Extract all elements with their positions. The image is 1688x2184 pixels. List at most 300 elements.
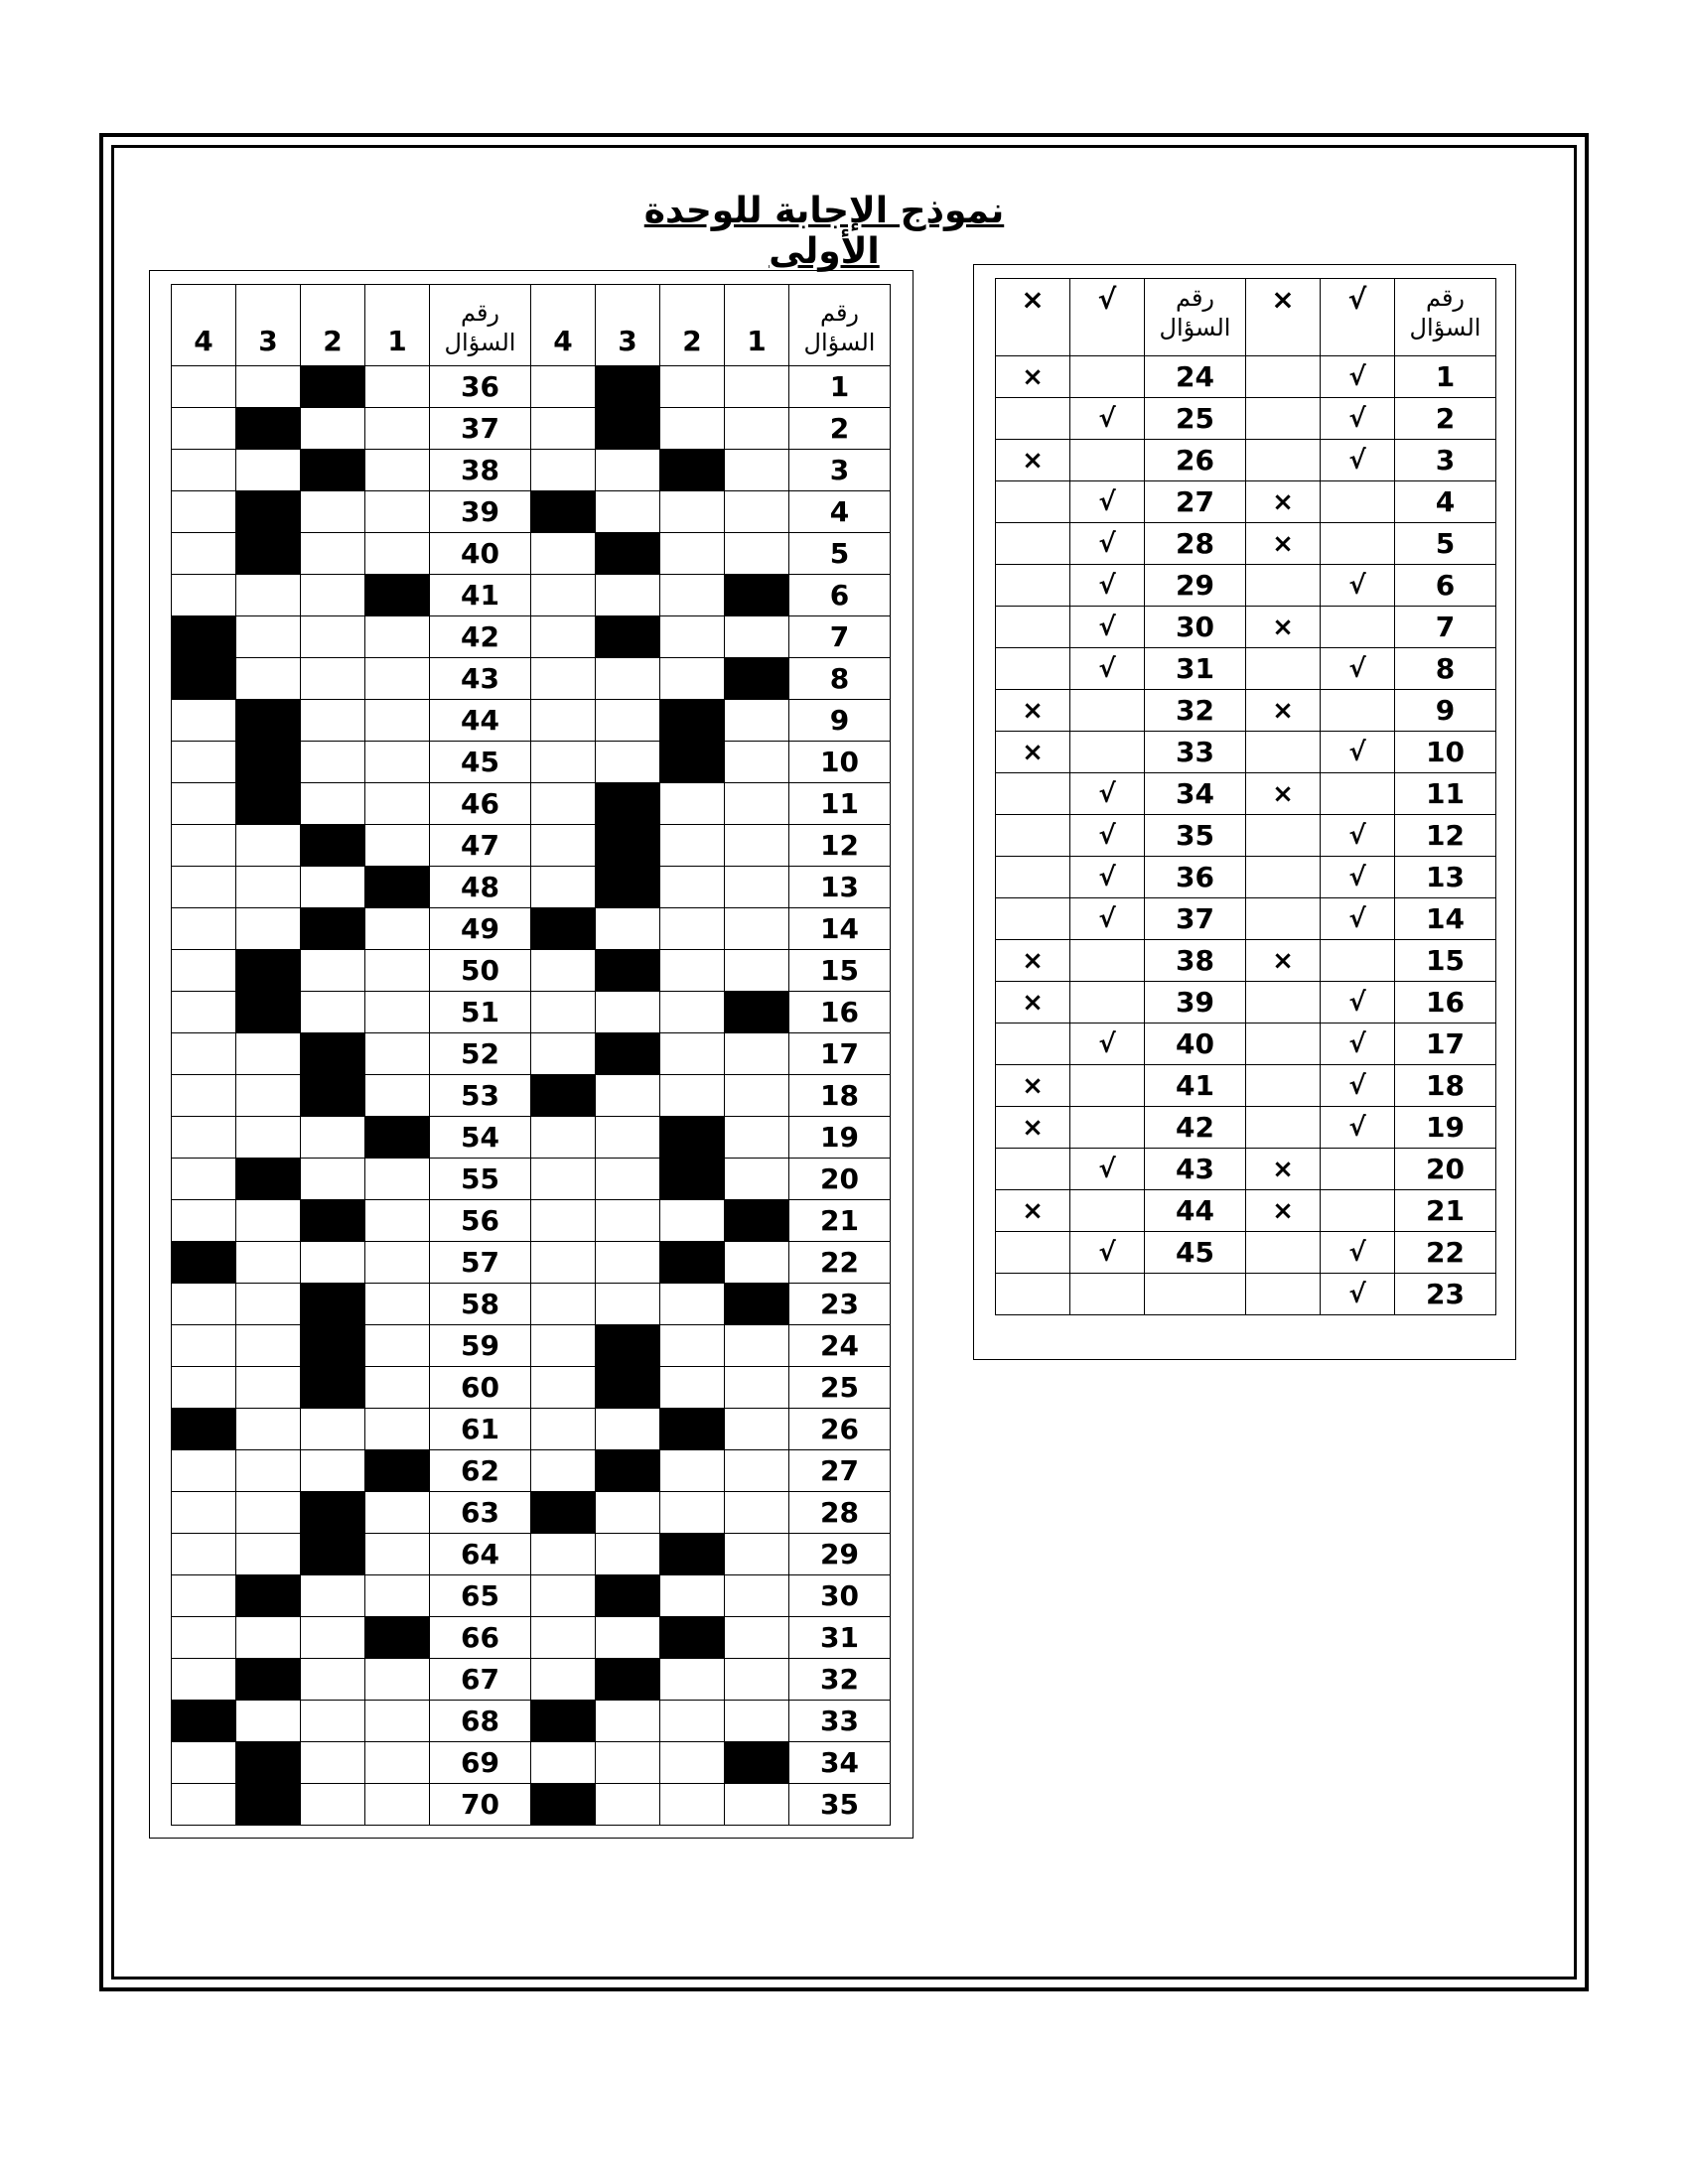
question-number: 31 xyxy=(789,1617,891,1659)
question-number: 37 xyxy=(430,408,531,450)
question-number: 20 xyxy=(1395,1149,1496,1190)
true-mark: √ xyxy=(1321,898,1395,940)
option-cell-1 xyxy=(725,1659,789,1701)
option-cell-1 xyxy=(365,1033,430,1075)
false-mark: × xyxy=(1246,940,1321,982)
selected-answer-cell-2 xyxy=(660,1242,725,1284)
true-mark xyxy=(1321,1149,1395,1190)
option-cell-4 xyxy=(531,1159,596,1200)
question-number: 20 xyxy=(789,1159,891,1200)
false-mark: × xyxy=(996,940,1070,982)
true-mark: √ xyxy=(1070,1149,1145,1190)
false-mark: × xyxy=(1246,690,1321,732)
option-cell-3 xyxy=(236,1450,301,1492)
option-cell-3 xyxy=(236,867,301,908)
option-cell-4 xyxy=(172,1534,236,1575)
selected-answer-cell-3 xyxy=(236,1575,301,1617)
true-mark: √ xyxy=(1070,398,1145,440)
table-row xyxy=(996,607,1496,648)
false-mark xyxy=(996,773,1070,815)
table-row xyxy=(172,867,891,908)
selected-answer-cell-3 xyxy=(236,742,301,783)
true-mark xyxy=(1070,1065,1145,1107)
table-row xyxy=(172,1659,891,1701)
table-row xyxy=(172,1159,891,1200)
question-number: 60 xyxy=(430,1367,531,1409)
table-row xyxy=(172,616,891,658)
table-row xyxy=(996,982,1496,1024)
table-row xyxy=(172,1200,891,1242)
true-mark: √ xyxy=(1070,648,1145,690)
option-cell-1 xyxy=(725,908,789,950)
selected-answer-cell-3 xyxy=(596,1367,660,1409)
option-cell-1 xyxy=(365,658,430,700)
question-number: 59 xyxy=(430,1325,531,1367)
selected-answer-cell-3 xyxy=(236,1659,301,1701)
question-number: 5 xyxy=(789,533,891,575)
question-number xyxy=(1145,1274,1246,1315)
question-number: 35 xyxy=(1145,815,1246,857)
selected-answer-cell-2 xyxy=(301,1534,365,1575)
selected-answer-cell-4 xyxy=(531,1075,596,1117)
true-mark: √ xyxy=(1321,857,1395,898)
option-cell-2 xyxy=(660,908,725,950)
false-mark: × xyxy=(1246,523,1321,565)
false-mark: × xyxy=(1246,773,1321,815)
option-cell-3 xyxy=(596,1159,660,1200)
false-mark: × xyxy=(1246,607,1321,648)
option-cell-4 xyxy=(172,1284,236,1325)
question-number: 16 xyxy=(789,992,891,1033)
false-mark: × xyxy=(996,690,1070,732)
true-mark: √ xyxy=(1321,1232,1395,1274)
selected-answer-cell-1 xyxy=(725,992,789,1033)
option-cell-4 xyxy=(531,450,596,491)
option-cell-4 xyxy=(172,1325,236,1367)
option-cell-1 xyxy=(725,742,789,783)
option-cell-3 xyxy=(596,1200,660,1242)
question-number: 11 xyxy=(789,783,891,825)
question-number: 38 xyxy=(430,450,531,491)
question-number: 54 xyxy=(430,1117,531,1159)
page-title: نموذج الإجابة للوحدة الأولى xyxy=(643,191,1005,272)
true-mark xyxy=(1321,481,1395,523)
option-cell-3 xyxy=(596,1784,660,1826)
question-number: 69 xyxy=(430,1742,531,1784)
false-mark xyxy=(996,565,1070,607)
question-number: 5 xyxy=(1395,523,1496,565)
option-cell-4 xyxy=(531,1242,596,1284)
option-cell-3 xyxy=(596,1701,660,1742)
option-cell-4 xyxy=(172,1659,236,1701)
question-number: 2 xyxy=(789,408,891,450)
option-cell-4 xyxy=(172,366,236,408)
selected-answer-cell-3 xyxy=(596,533,660,575)
table-row xyxy=(172,1075,891,1117)
option-cell-2 xyxy=(660,783,725,825)
option-cell-1 xyxy=(365,1242,430,1284)
false-mark: × xyxy=(996,1190,1070,1232)
option-cell-1 xyxy=(365,1575,430,1617)
true-mark: √ xyxy=(1070,898,1145,940)
option-cell-2 xyxy=(660,1200,725,1242)
option-cell-3 xyxy=(596,1742,660,1784)
option-cell-4 xyxy=(172,742,236,783)
false-mark: × xyxy=(996,1065,1070,1107)
option-cell-1 xyxy=(365,825,430,867)
true-mark xyxy=(1321,1190,1395,1232)
question-number: 4 xyxy=(1395,481,1496,523)
selected-answer-cell-4 xyxy=(531,908,596,950)
question-number: 68 xyxy=(430,1701,531,1742)
option-cell-2 xyxy=(660,1325,725,1367)
table-row xyxy=(996,398,1496,440)
option-cell-1 xyxy=(365,783,430,825)
option-cell-3 xyxy=(236,450,301,491)
option-cell-1 xyxy=(365,450,430,491)
option-cell-4 xyxy=(172,950,236,992)
option-cell-2 xyxy=(660,1575,725,1617)
true-mark xyxy=(1321,773,1395,815)
false-mark xyxy=(1246,1024,1321,1065)
option-cell-1 xyxy=(725,1242,789,1284)
selected-answer-cell-3 xyxy=(236,491,301,533)
false-mark: × xyxy=(996,440,1070,481)
selected-answer-cell-2 xyxy=(660,742,725,783)
question-number: 45 xyxy=(1145,1232,1246,1274)
option-cell-4 xyxy=(531,1409,596,1450)
false-mark: × xyxy=(1246,1190,1321,1232)
false-mark xyxy=(996,481,1070,523)
option-cell-1 xyxy=(725,616,789,658)
true-mark: √ xyxy=(1321,815,1395,857)
option-cell-2 xyxy=(301,1409,365,1450)
option-cell-4 xyxy=(531,992,596,1033)
false-mark: × xyxy=(1246,481,1321,523)
option-cell-4 xyxy=(531,1284,596,1325)
option-cell-1 xyxy=(365,1492,430,1534)
question-number: 25 xyxy=(1145,398,1246,440)
option-cell-1 xyxy=(365,1742,430,1784)
option-cell-2 xyxy=(301,742,365,783)
false-mark xyxy=(1246,648,1321,690)
table-row xyxy=(996,732,1496,773)
table-row xyxy=(996,1149,1496,1190)
question-number: 45 xyxy=(430,742,531,783)
option-cell-4 xyxy=(531,575,596,616)
false-mark xyxy=(996,398,1070,440)
selected-answer-cell-4 xyxy=(172,658,236,700)
table-row xyxy=(172,1325,891,1367)
option-cell-1 xyxy=(365,366,430,408)
option-header-2: 2 xyxy=(660,285,725,366)
question-number: 7 xyxy=(1395,607,1496,648)
option-cell-3 xyxy=(596,1617,660,1659)
option-cell-4 xyxy=(172,1492,236,1534)
false-mark xyxy=(1246,982,1321,1024)
option-cell-1 xyxy=(365,1159,430,1200)
question-number: 39 xyxy=(1145,982,1246,1024)
question-number: 23 xyxy=(1395,1274,1496,1315)
question-number: 36 xyxy=(1145,857,1246,898)
table-row xyxy=(996,481,1496,523)
false-mark xyxy=(1246,1107,1321,1149)
true-mark: √ xyxy=(1321,1274,1395,1315)
question-number: 38 xyxy=(1145,940,1246,982)
table-row xyxy=(172,1575,891,1617)
true-mark: √ xyxy=(1070,607,1145,648)
option-header-4: 4 xyxy=(531,285,596,366)
question-number: 57 xyxy=(430,1242,531,1284)
question-number: 52 xyxy=(430,1033,531,1075)
table-row xyxy=(172,366,891,408)
question-number: 27 xyxy=(789,1450,891,1492)
question-number: 15 xyxy=(789,950,891,992)
selected-answer-cell-1 xyxy=(725,1200,789,1242)
false-mark xyxy=(996,607,1070,648)
table-row xyxy=(996,898,1496,940)
true-mark xyxy=(1321,607,1395,648)
table-row xyxy=(172,1784,891,1826)
option-cell-3 xyxy=(596,1284,660,1325)
option-cell-4 xyxy=(531,616,596,658)
option-cell-2 xyxy=(301,575,365,616)
option-cell-4 xyxy=(531,1659,596,1701)
false-mark xyxy=(1246,1065,1321,1107)
option-cell-2 xyxy=(301,1659,365,1701)
question-number: 65 xyxy=(430,1575,531,1617)
option-cell-2 xyxy=(660,1450,725,1492)
selected-answer-cell-3 xyxy=(236,700,301,742)
true-mark xyxy=(1070,440,1145,481)
table-row xyxy=(996,1107,1496,1149)
question-number: 47 xyxy=(430,825,531,867)
option-cell-4 xyxy=(172,1200,236,1242)
option-cell-4 xyxy=(172,1075,236,1117)
question-number: 34 xyxy=(1145,773,1246,815)
true-mark: √ xyxy=(1321,982,1395,1024)
false-mark xyxy=(1246,398,1321,440)
question-number: 17 xyxy=(1395,1024,1496,1065)
option-cell-4 xyxy=(531,1575,596,1617)
question-number: 66 xyxy=(430,1617,531,1659)
option-cell-1 xyxy=(725,1450,789,1492)
question-number: 11 xyxy=(1395,773,1496,815)
option-cell-4 xyxy=(172,1450,236,1492)
option-cell-2 xyxy=(660,992,725,1033)
selected-answer-cell-3 xyxy=(596,1659,660,1701)
selected-answer-cell-1 xyxy=(365,575,430,616)
option-cell-4 xyxy=(531,1367,596,1409)
selected-answer-cell-4 xyxy=(531,1701,596,1742)
true-mark: √ xyxy=(1070,1232,1145,1274)
option-cell-3 xyxy=(236,616,301,658)
question-number: 6 xyxy=(1395,565,1496,607)
selected-answer-cell-2 xyxy=(660,700,725,742)
false-mark xyxy=(996,1232,1070,1274)
option-cell-2 xyxy=(660,491,725,533)
false-mark xyxy=(1246,356,1321,398)
question-number: 63 xyxy=(430,1492,531,1534)
true-mark xyxy=(1321,690,1395,732)
question-number: 53 xyxy=(430,1075,531,1117)
question-number: 29 xyxy=(789,1534,891,1575)
option-cell-1 xyxy=(365,533,430,575)
option-cell-4 xyxy=(531,408,596,450)
table-row xyxy=(172,658,891,700)
option-cell-3 xyxy=(596,658,660,700)
option-cell-3 xyxy=(236,825,301,867)
question-number: 2 xyxy=(1395,398,1496,440)
selected-answer-cell-2 xyxy=(660,450,725,491)
table-row xyxy=(172,450,891,491)
selected-answer-cell-3 xyxy=(596,1450,660,1492)
option-cell-1 xyxy=(725,1325,789,1367)
option-cell-1 xyxy=(365,1409,430,1450)
question-number: 19 xyxy=(1395,1107,1496,1149)
option-header-1: 1 xyxy=(725,285,789,366)
selected-answer-cell-3 xyxy=(596,783,660,825)
selected-answer-cell-2 xyxy=(301,908,365,950)
table-row xyxy=(996,1190,1496,1232)
option-cell-1 xyxy=(725,867,789,908)
question-number: 37 xyxy=(1145,898,1246,940)
true-mark: √ xyxy=(1070,481,1145,523)
option-cell-2 xyxy=(660,1367,725,1409)
question-number: 24 xyxy=(789,1325,891,1367)
option-cell-1 xyxy=(365,992,430,1033)
question-number: 62 xyxy=(430,1450,531,1492)
table-row xyxy=(172,700,891,742)
selected-answer-cell-3 xyxy=(596,950,660,992)
option-cell-3 xyxy=(596,1492,660,1534)
option-cell-1 xyxy=(365,1784,430,1826)
false-mark xyxy=(996,815,1070,857)
table-row xyxy=(996,648,1496,690)
selected-answer-cell-2 xyxy=(660,1617,725,1659)
question-number: 24 xyxy=(1145,356,1246,398)
false-mark xyxy=(1246,857,1321,898)
question-number: 55 xyxy=(430,1159,531,1200)
option-cell-1 xyxy=(725,1117,789,1159)
true-mark: √ xyxy=(1321,1024,1395,1065)
option-cell-2 xyxy=(660,408,725,450)
table-row xyxy=(996,1232,1496,1274)
tf-header-row xyxy=(996,279,1496,356)
option-cell-1 xyxy=(725,408,789,450)
option-cell-1 xyxy=(725,950,789,992)
option-cell-2 xyxy=(660,658,725,700)
true-mark: √ xyxy=(1070,565,1145,607)
option-cell-3 xyxy=(236,1117,301,1159)
option-cell-3 xyxy=(236,908,301,950)
option-cell-3 xyxy=(236,1200,301,1242)
question-number: 6 xyxy=(789,575,891,616)
selected-answer-cell-3 xyxy=(236,1742,301,1784)
selected-answer-cell-2 xyxy=(301,1200,365,1242)
question-number-header: رقم السؤال xyxy=(1395,279,1496,356)
option-cell-3 xyxy=(236,1534,301,1575)
question-number: 13 xyxy=(789,867,891,908)
table-row xyxy=(172,992,891,1033)
true-header: √ xyxy=(1070,279,1145,356)
option-cell-2 xyxy=(660,1492,725,1534)
option-cell-4 xyxy=(172,1033,236,1075)
table-row xyxy=(172,533,891,575)
table-row xyxy=(172,1450,891,1492)
table-row xyxy=(172,1367,891,1409)
false-mark xyxy=(1246,732,1321,773)
question-number: 9 xyxy=(789,700,891,742)
selected-answer-cell-2 xyxy=(660,1117,725,1159)
selected-answer-cell-2 xyxy=(301,1367,365,1409)
selected-answer-cell-3 xyxy=(236,950,301,992)
true-mark xyxy=(1321,940,1395,982)
question-number: 36 xyxy=(430,366,531,408)
option-cell-1 xyxy=(725,825,789,867)
selected-answer-cell-3 xyxy=(236,992,301,1033)
option-cell-3 xyxy=(596,1117,660,1159)
question-number: 41 xyxy=(1145,1065,1246,1107)
option-cell-4 xyxy=(531,1534,596,1575)
question-number: 39 xyxy=(430,491,531,533)
table-row xyxy=(172,1284,891,1325)
option-cell-4 xyxy=(531,825,596,867)
option-cell-3 xyxy=(596,700,660,742)
question-number: 40 xyxy=(1145,1024,1246,1065)
question-number: 8 xyxy=(1395,648,1496,690)
table-row xyxy=(172,1492,891,1534)
question-number: 43 xyxy=(1145,1149,1246,1190)
option-cell-1 xyxy=(365,1284,430,1325)
selected-answer-cell-4 xyxy=(531,491,596,533)
option-cell-1 xyxy=(725,533,789,575)
option-cell-4 xyxy=(531,1617,596,1659)
selected-answer-cell-1 xyxy=(365,867,430,908)
question-number: 12 xyxy=(789,825,891,867)
table-row xyxy=(172,825,891,867)
option-cell-4 xyxy=(531,867,596,908)
true-mark: √ xyxy=(1321,398,1395,440)
option-cell-1 xyxy=(365,1075,430,1117)
question-number: 32 xyxy=(1145,690,1246,732)
option-cell-1 xyxy=(725,1492,789,1534)
question-number: 21 xyxy=(789,1200,891,1242)
option-cell-4 xyxy=(172,1617,236,1659)
false-mark xyxy=(996,898,1070,940)
option-cell-3 xyxy=(236,1075,301,1117)
selected-answer-cell-3 xyxy=(596,825,660,867)
option-cell-1 xyxy=(365,1325,430,1367)
option-cell-3 xyxy=(596,1534,660,1575)
table-row xyxy=(172,1242,891,1284)
selected-answer-cell-2 xyxy=(301,1033,365,1075)
option-cell-3 xyxy=(596,908,660,950)
option-cell-2 xyxy=(301,950,365,992)
question-number: 23 xyxy=(789,1284,891,1325)
option-cell-3 xyxy=(596,1242,660,1284)
true-false-answer-table xyxy=(995,278,1496,1315)
option-cell-2 xyxy=(301,1617,365,1659)
question-number: 33 xyxy=(1145,732,1246,773)
option-cell-3 xyxy=(236,1284,301,1325)
option-cell-1 xyxy=(725,1617,789,1659)
option-cell-2 xyxy=(301,491,365,533)
option-cell-4 xyxy=(172,1367,236,1409)
question-number: 25 xyxy=(789,1367,891,1409)
true-mark: √ xyxy=(1321,356,1395,398)
table-row xyxy=(996,1274,1496,1315)
